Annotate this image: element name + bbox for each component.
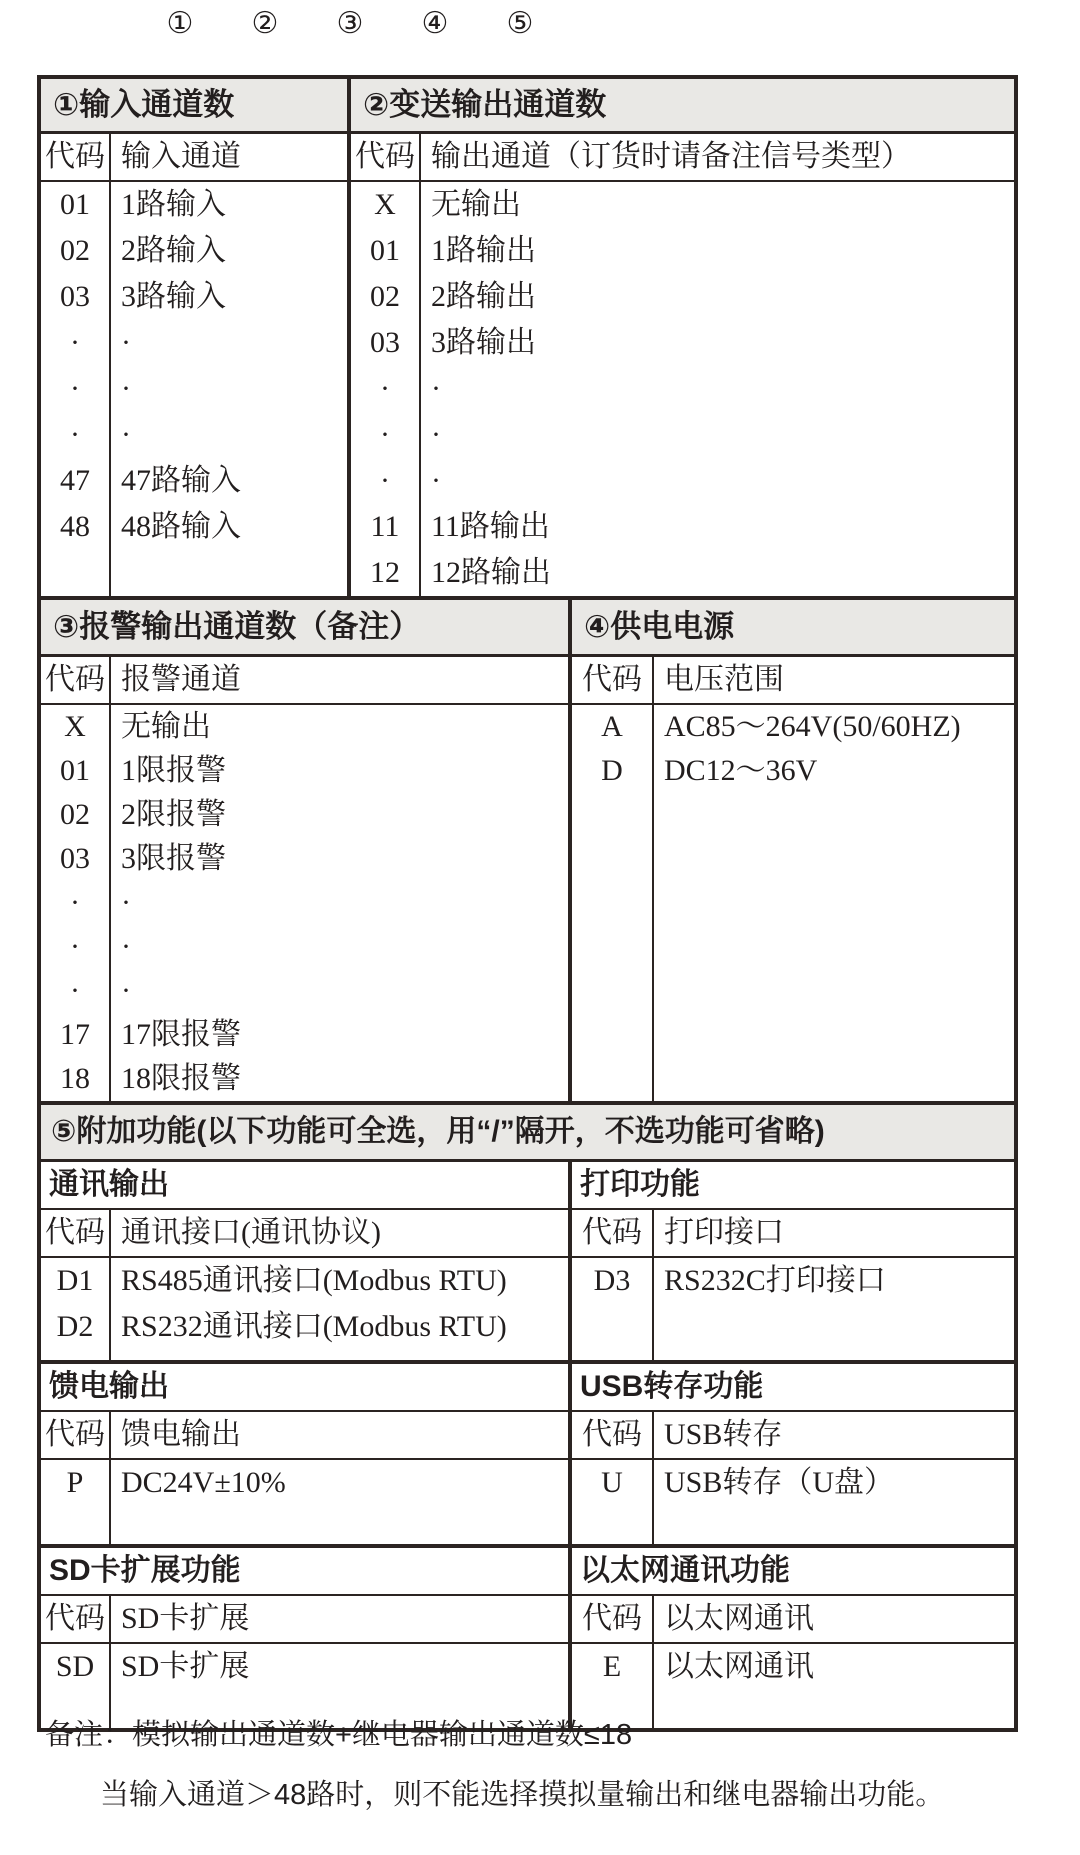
desc-column (654, 1644, 1014, 1728)
section1-title: ①输入通道数 (53, 87, 235, 122)
desc-line: · (121, 326, 131, 359)
note-line-1: 备注：模拟输出通道数+继电器输出通道数≤18 (45, 1719, 633, 1751)
code-line: D2 (56, 1310, 94, 1343)
sub-sd-ethernet (41, 1544, 1014, 1728)
desc-line: · (121, 930, 131, 963)
comm-output-title: 通讯输出 (49, 1168, 169, 1201)
code-line: 01 (60, 188, 90, 221)
desc-line: 无输出 (431, 188, 521, 221)
callout-2: ② (251, 7, 279, 40)
code-line: A (601, 710, 623, 743)
desc-line: 2限报警 (121, 798, 226, 831)
desc-line: 17限报警 (121, 1018, 241, 1051)
desc-header: 通讯接口(通讯协议) (121, 1216, 381, 1249)
block-additional-functions (41, 1101, 1014, 1728)
code-line: 01 (370, 234, 400, 267)
column-header-row (572, 1596, 1014, 1644)
desc-column (654, 1258, 1014, 1360)
usb-function-title: USB转存功能 (568, 1364, 1014, 1410)
desc-header: SD卡扩展 (121, 1602, 250, 1635)
column-header-row (41, 1210, 568, 1258)
desc-header: 输出通道（订货时请备注信号类型） (431, 140, 911, 173)
section5-title: ⑤附加功能(以下功能可全选，用“/”隔开，不选功能可省略) (51, 1115, 825, 1148)
sub-titlebar (41, 1162, 1014, 1210)
code-line: · (70, 930, 80, 963)
callout-3: ③ (336, 7, 364, 40)
desc-line: DC24V±10% (121, 1466, 286, 1499)
desc-line: RS485通讯接口(Modbus RTU) (121, 1264, 507, 1297)
code-header: 代码 (41, 134, 111, 180)
code-header: 代码 (41, 1596, 111, 1642)
code-line: 02 (60, 798, 90, 831)
section-input-channels (41, 134, 347, 596)
section-body (41, 1258, 568, 1360)
desc-header: 输入通道 (121, 140, 241, 173)
ethernet-function-title: 以太网通讯功能 (568, 1548, 1014, 1594)
block-input-and-transmit (41, 79, 1014, 596)
desc-line: · (431, 464, 441, 497)
code-header: 代码 (572, 657, 654, 703)
code-column (572, 1258, 654, 1360)
code-line: 48 (60, 510, 90, 543)
section-sd-expansion (41, 1596, 568, 1728)
code-line: D (601, 754, 623, 787)
section-usb-transfer (568, 1412, 1014, 1544)
code-header: 代码 (41, 657, 111, 703)
desc-line: 以太网通讯 (664, 1650, 814, 1683)
code-line: · (70, 326, 80, 359)
column-header-row (41, 134, 347, 182)
section-ethernet-comm (568, 1596, 1014, 1728)
section3-title: ③报警输出通道数（备注） (53, 609, 421, 644)
desc-header: 馈电输出 (121, 1418, 241, 1451)
code-column (351, 182, 421, 596)
desc-line: 1路输入 (121, 188, 226, 221)
desc-line: 11路输出 (431, 510, 550, 543)
code-line: D3 (593, 1264, 631, 1297)
code-column (572, 705, 654, 1101)
desc-line: · (121, 418, 131, 451)
section-power-supply (568, 657, 1014, 1101)
code-line: D1 (56, 1264, 94, 1297)
desc-line: 2路输出 (431, 280, 536, 313)
code-line: 03 (370, 326, 400, 359)
desc-line: · (431, 418, 441, 451)
code-line: 12 (370, 556, 400, 589)
column-header-row (351, 134, 1014, 182)
sub-comm-print (41, 1162, 1014, 1360)
desc-column (654, 1460, 1014, 1544)
desc-line: 2路输入 (121, 234, 226, 267)
code-header: 代码 (572, 1412, 654, 1458)
desc-column (111, 1258, 568, 1360)
desc-column (654, 705, 1014, 1101)
column-header-row (572, 1412, 1014, 1460)
block3-titlebar (41, 1105, 1014, 1162)
code-line: 02 (370, 280, 400, 313)
code-line: X (64, 710, 86, 743)
section-body (41, 1460, 568, 1544)
code-line: 17 (60, 1018, 90, 1051)
desc-line: 18限报警 (121, 1062, 241, 1095)
desc-line: RS232C打印接口 (664, 1264, 886, 1297)
desc-line: · (121, 974, 131, 1007)
code-column (41, 1460, 111, 1544)
code-line: 03 (60, 842, 90, 875)
code-line: 47 (60, 464, 90, 497)
code-column (41, 182, 111, 596)
code-line: 01 (60, 754, 90, 787)
callout-1: ① (166, 7, 194, 40)
selection-table (37, 75, 1018, 1732)
column-header-row (572, 657, 1014, 705)
callout-4: ④ (421, 7, 449, 40)
desc-line: 3路输出 (431, 326, 536, 359)
desc-line: USB转存（U盘） (664, 1466, 895, 1499)
section2-title: ②变送输出通道数 (347, 79, 1014, 131)
code-line: 02 (60, 234, 90, 267)
desc-line: AC85～264V(50/60HZ) (664, 710, 961, 743)
callout-5: ⑤ (506, 7, 534, 40)
sub-feed-usb (41, 1360, 1014, 1544)
block1-titlebar (41, 79, 1014, 134)
code-line: · (380, 418, 390, 451)
code-line: · (70, 372, 80, 405)
section-body (41, 182, 347, 596)
code-column (41, 1258, 111, 1360)
section-body (572, 705, 1014, 1101)
desc-header: 电压范围 (664, 663, 784, 696)
code-line: · (380, 464, 390, 497)
desc-line: · (431, 372, 441, 405)
code-line: · (70, 974, 80, 1007)
code-line: U (601, 1466, 623, 1499)
section-body (572, 1644, 1014, 1728)
desc-header: 打印接口 (664, 1216, 784, 1249)
column-header-row (41, 657, 568, 705)
sd-function-title: SD卡扩展功能 (49, 1554, 241, 1587)
section-print-function (568, 1210, 1014, 1360)
code-header: 代码 (41, 1412, 111, 1458)
code-column (41, 705, 111, 1101)
code-header: 代码 (41, 1210, 111, 1256)
code-line: P (66, 1466, 84, 1499)
section-body (572, 1258, 1014, 1360)
section-body (572, 1460, 1014, 1544)
block2-titlebar (41, 600, 1014, 657)
desc-line: 1路输出 (431, 234, 536, 267)
desc-column (111, 182, 347, 596)
feed-output-title: 馈电输出 (49, 1370, 169, 1403)
code-header: 代码 (572, 1210, 654, 1256)
print-function-title: 打印功能 (568, 1162, 1014, 1208)
code-line: 18 (60, 1062, 90, 1095)
section-feed-output (41, 1412, 568, 1544)
section-body (41, 705, 568, 1101)
section4-title: ④供电电源 (568, 600, 1014, 654)
desc-line: 3限报警 (121, 842, 226, 875)
desc-line: SD卡扩展 (121, 1650, 250, 1683)
code-line: X (374, 188, 396, 221)
desc-header: 以太网通讯 (664, 1602, 814, 1635)
code-line: · (70, 418, 80, 451)
desc-line: 3路输入 (121, 280, 226, 313)
section-body (351, 182, 1014, 596)
code-header: 代码 (572, 1596, 654, 1642)
sub-titlebar (41, 1364, 1014, 1412)
column-header-row (572, 1210, 1014, 1258)
desc-line: RS232通讯接口(Modbus RTU) (121, 1310, 507, 1343)
section-comm-output (41, 1210, 568, 1360)
code-line: 11 (370, 510, 400, 543)
code-header: 代码 (351, 134, 421, 180)
note-line-2: 当输入通道＞48路时，则不能选择摸拟量输出和继电器输出功能。 (100, 1779, 945, 1811)
desc-line: · (121, 372, 131, 405)
desc-line: 无输出 (121, 710, 211, 743)
desc-line: DC12～36V (664, 754, 818, 787)
block-alarm-and-power (41, 596, 1014, 1101)
desc-column (111, 1460, 568, 1544)
code-line: SD (55, 1650, 95, 1683)
desc-header: USB转存 (664, 1418, 783, 1451)
desc-line: 47路输入 (121, 464, 241, 497)
column-header-row (41, 1412, 568, 1460)
section-alarm-channels (41, 657, 568, 1101)
column-header-row (41, 1596, 568, 1644)
desc-line: · (121, 886, 131, 919)
code-column (572, 1460, 654, 1544)
desc-column (111, 705, 568, 1101)
code-line: · (70, 886, 80, 919)
section-transmit-output-channels (347, 134, 1014, 596)
code-line: · (380, 372, 390, 405)
desc-line: 48路输入 (121, 510, 241, 543)
code-line: 03 (60, 280, 90, 313)
desc-column (421, 182, 1014, 596)
sub-titlebar (41, 1548, 1014, 1596)
desc-line: 1限报警 (121, 754, 226, 787)
code-line: E (602, 1650, 622, 1683)
desc-line: 12路输出 (431, 556, 551, 589)
desc-header: 报警通道 (121, 663, 241, 696)
